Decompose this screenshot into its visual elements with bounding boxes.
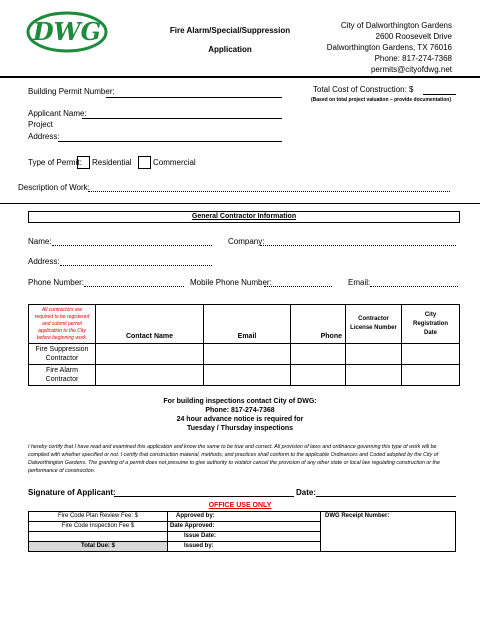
contractor-heading: General Contractor Information (191, 213, 297, 220)
header-phone: Phone (291, 305, 346, 344)
plan-review-fee: Fire Code Plan Review Fee: $ (29, 512, 168, 522)
contractor-address-label: Address: (28, 257, 60, 266)
contractor-mobile-label: Mobile Phone Number: (190, 278, 272, 287)
signature-date-input[interactable] (316, 496, 456, 497)
contractor-email-label: Email: (348, 278, 371, 287)
contractor-email-input[interactable] (370, 286, 458, 287)
office-use-table (28, 511, 456, 552)
applicant-name-input[interactable] (82, 118, 282, 119)
inspections-line3: 24 hour advance notice is required for (176, 416, 304, 423)
row-label-fire-alarm: Fire Alarm Contractor (29, 365, 96, 386)
signature-input[interactable] (114, 496, 294, 497)
contractor-phone-label: Phone Number: (28, 278, 85, 287)
contractor-company-input[interactable] (260, 245, 456, 246)
section-divider (0, 203, 480, 204)
total-cost-input[interactable] (423, 94, 456, 95)
logo-emblem-icon (26, 10, 108, 54)
receipt-number-label: DWG Receipt Number: (321, 512, 456, 552)
issue-date-label: Issue Date: (168, 532, 321, 542)
signature-date-label: Date: (296, 488, 317, 497)
applicant-name-label: Applicant Name: (28, 109, 87, 118)
residential-label: Residential (92, 158, 132, 167)
cell-input[interactable] (204, 344, 291, 365)
city-logo (26, 10, 108, 54)
total-due: Total Due: $ (29, 542, 168, 552)
total-cost-label: Total Cost of Construction: $ (313, 85, 414, 94)
city-state-zip: Dalworthington Gardens, TX 76016 (326, 43, 452, 52)
city-name: City of Dalworthington Gardens (340, 21, 452, 30)
empty-cell (29, 532, 168, 542)
city-email[interactable]: permits@cityofdwg.net (370, 65, 452, 74)
cell-input[interactable] (96, 365, 204, 386)
total-cost-note: (Based on total project valuation – provide documentation) (311, 97, 452, 103)
header-email: Email (204, 305, 291, 344)
contractor-name-label: Name: (28, 237, 52, 246)
cell-input[interactable] (402, 344, 460, 365)
office-use-heading: OFFICE USE ONLY (208, 502, 272, 509)
signature-label: Signature of Applicant: (28, 488, 116, 497)
building-permit-input[interactable] (106, 97, 282, 98)
city-phone: Phone: 817-274-7368 (374, 54, 452, 63)
project-label: Project (28, 120, 53, 129)
approved-by-label: Approved by: (168, 512, 321, 522)
description-label: Description of Work: (18, 183, 90, 192)
cell-input[interactable] (346, 365, 402, 386)
table-note-cell (29, 305, 96, 344)
contractor-company-label: Company: (228, 237, 265, 246)
registration-note: All contractors are required to be registered and submit permit application to the City before beginning work. (34, 306, 90, 341)
contractor-phone-input[interactable] (84, 286, 184, 287)
form-title-line1: Fire Alarm/Special/Suppression (169, 26, 291, 35)
inspections-block (140, 397, 340, 433)
cell-input[interactable] (291, 344, 346, 365)
contractor-mobile-input[interactable] (264, 286, 332, 287)
commercial-label: Commercial (153, 158, 196, 167)
city-address-block (300, 20, 452, 75)
header-contact-name: Contact Name (96, 305, 204, 344)
certification-text: I hereby certify that I have read and examined this application and know the same to be true and correct. All provision of laws and ordinance governing this type of work will be complied with whether specified or not. I certify that construction material, methods, and practices shall conform to the applicable Ordinances and Coded adopted by the City of Dalworthington Gardens. The granting of a permit does not presume to give authority to violator cancel the provision of any other state or local law regulating construction or the performance of construction. (28, 444, 440, 474)
date-approved-label: Date Approved: (168, 522, 321, 532)
project-address-input[interactable] (58, 141, 282, 142)
contractor-table (28, 304, 460, 386)
form-title-line2: Application (208, 45, 252, 54)
table-row (29, 344, 460, 365)
building-permit-label: Building Permit Number: (28, 87, 115, 96)
inspections-line4: Tuesday / Thursday inspections (186, 425, 294, 432)
table-row (29, 365, 460, 386)
project-address-label: Address: (28, 132, 60, 141)
row-label-fire-suppression: Fire Suppression Contractor (29, 344, 96, 365)
city-street: 2600 Roosevelt Drive (375, 32, 452, 41)
table-header-row (29, 305, 460, 344)
inspections-line1: For building inspections contact City of DWG: (163, 398, 317, 405)
header-divider (0, 76, 480, 78)
cell-input[interactable] (96, 344, 204, 365)
description-input[interactable] (88, 191, 450, 192)
cell-input[interactable] (346, 344, 402, 365)
type-of-permit-label: Type of Permit: (28, 158, 82, 167)
cell-input[interactable] (204, 365, 291, 386)
inspection-fee: Fire Code Inspection Fee $ (29, 522, 168, 532)
logo-text: DWG (32, 17, 102, 46)
commercial-checkbox[interactable] (138, 156, 151, 169)
residential-checkbox[interactable] (77, 156, 90, 169)
header-license-number: Contractor License Number (346, 305, 402, 344)
header-registration-date: City Registration Date (402, 305, 460, 344)
office-row (29, 512, 456, 522)
contractor-address-input[interactable] (60, 265, 212, 266)
contractor-name-input[interactable] (52, 245, 212, 246)
cell-input[interactable] (402, 365, 460, 386)
issued-by-label: Issued by: (168, 542, 321, 552)
cell-input[interactable] (291, 365, 346, 386)
inspections-line2: Phone: 817-274-7368 (205, 407, 275, 414)
